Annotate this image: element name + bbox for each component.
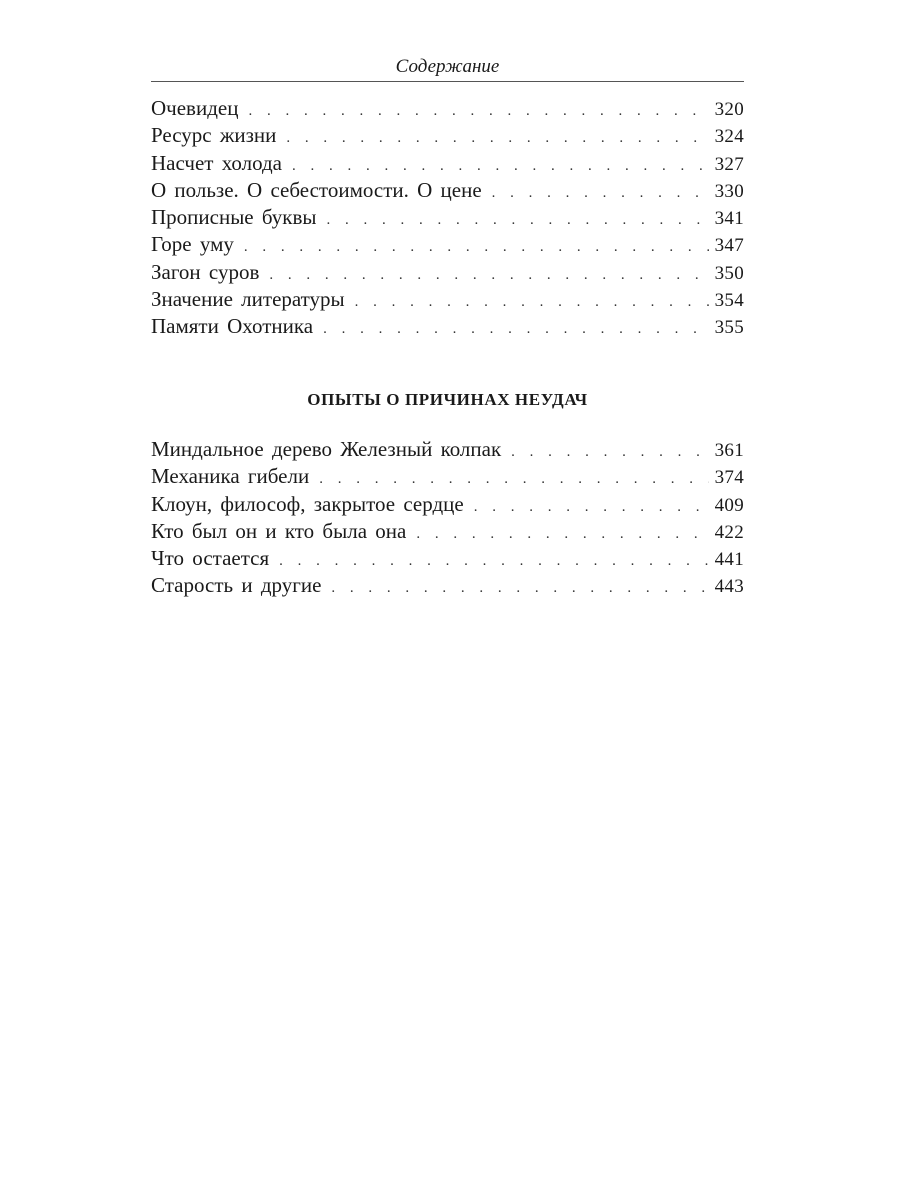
toc-entry-page: 422 xyxy=(714,521,744,543)
dot-leader xyxy=(331,575,708,602)
dot-leader xyxy=(416,521,708,548)
toc-entry-title: Что остается xyxy=(151,546,270,571)
dot-leader xyxy=(323,316,709,343)
toc-entry xyxy=(151,122,744,149)
toc-entry-title: Значение литературы xyxy=(151,287,345,312)
toc-entry-page: 355 xyxy=(714,317,744,339)
toc-entry-title: Памяти Охотника xyxy=(151,314,314,339)
toc-entry-title: Старость и другие xyxy=(151,573,322,598)
toc-entry xyxy=(151,259,744,286)
toc-entry-title: Очевидец xyxy=(151,96,239,120)
dot-leader xyxy=(279,548,708,575)
toc-entry-page: 441 xyxy=(714,549,744,571)
toc-entry xyxy=(151,95,744,122)
toc-entry-page: 350 xyxy=(714,262,744,284)
toc-entry xyxy=(151,313,744,340)
dot-leader xyxy=(248,98,708,125)
toc-entry-title: Насчет холода xyxy=(151,150,282,175)
toc-entry-page: 324 xyxy=(714,126,744,148)
toc-entry-title: О пользе. О себестоимости. О цене xyxy=(151,177,482,202)
toc-entry-title: Ресурс жизни xyxy=(151,123,277,148)
dot-leader xyxy=(286,125,708,152)
dot-leader xyxy=(269,262,708,289)
dot-leader xyxy=(319,466,708,493)
toc-entry-page: 374 xyxy=(714,467,744,489)
toc-entry-page: 347 xyxy=(714,235,744,257)
toc-entry-page: 330 xyxy=(714,180,744,202)
header-rule xyxy=(151,81,744,82)
toc-entry xyxy=(151,177,744,204)
toc-entry xyxy=(151,518,744,545)
toc-entry xyxy=(151,286,744,313)
dot-leader xyxy=(292,153,709,180)
toc-entry xyxy=(151,204,744,231)
toc-entry-page: 354 xyxy=(714,290,744,312)
toc-entry xyxy=(151,150,744,177)
toc-entry-page: 409 xyxy=(714,494,744,516)
running-head: Содержание xyxy=(395,56,500,77)
dot-leader xyxy=(244,234,709,261)
toc-entry-title: Прописные буквы xyxy=(151,205,317,230)
toc-entry-title: Кто был он и кто была она xyxy=(151,518,407,543)
toc-entry-title: Клоун, философ, закрытое сердце xyxy=(151,491,464,516)
section-heading: ОПЫТЫ О ПРИЧИНАХ НЕУДАЧ xyxy=(307,390,588,409)
dot-leader xyxy=(355,289,709,316)
toc-entry xyxy=(151,463,744,490)
dot-leader xyxy=(492,180,709,207)
toc-entry-title: Миндальное дерево Железный колпак xyxy=(151,437,502,461)
dot-leader xyxy=(474,494,709,521)
toc-entry xyxy=(151,491,744,518)
dot-leader xyxy=(327,207,709,234)
toc-entry xyxy=(151,231,744,258)
toc-entry-page: 341 xyxy=(714,208,744,230)
toc-list-part2 xyxy=(151,436,744,600)
toc-entry-title: Механика гибели xyxy=(151,464,310,489)
toc-entry-title: Загон суров xyxy=(151,259,260,284)
toc-entry-page: 443 xyxy=(714,576,744,598)
toc-list-part1 xyxy=(151,95,744,341)
toc-entry-page: 327 xyxy=(714,153,744,175)
toc-entry-page: 361 xyxy=(714,440,744,461)
toc-entry xyxy=(151,545,744,572)
toc-entry-title: Горе уму xyxy=(151,232,234,257)
toc-entry-page: 320 xyxy=(714,99,744,120)
dot-leader xyxy=(511,439,708,466)
toc-entry xyxy=(151,572,744,599)
toc-entry xyxy=(151,436,744,463)
